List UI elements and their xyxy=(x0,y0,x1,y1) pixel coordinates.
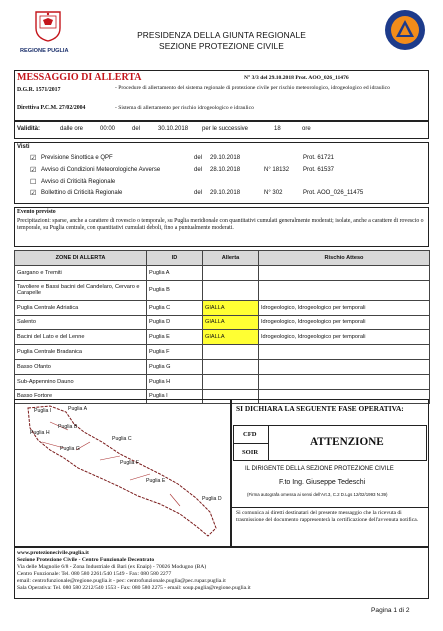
page-number: Pagina 1 di 2 xyxy=(371,607,410,614)
col-risk-header: Rischio Atteso xyxy=(259,251,430,266)
risk-cell xyxy=(259,359,430,374)
phase-divider-v xyxy=(268,425,269,461)
phase-separator xyxy=(231,507,429,508)
visti-item-date: 28.10.2018 xyxy=(210,167,241,173)
table-row xyxy=(15,345,430,360)
zones-table xyxy=(14,250,430,404)
footer-center: Sezione Protezione Civile - Centro Funzionale Decentrato xyxy=(17,557,155,563)
col-alert-header: Allerta xyxy=(203,251,259,266)
visti-item-date: 29.10.2018 xyxy=(210,155,241,161)
id-cell: Puglia E xyxy=(147,330,203,345)
visti-item-date: 29.10.2018 xyxy=(210,190,241,196)
visti-item-label: Previsione Sinottica e QPF xyxy=(41,155,113,161)
validity-del: del xyxy=(132,126,141,132)
validity-time: 00:00 xyxy=(100,126,116,132)
map-label-e: Puglia E xyxy=(146,478,166,484)
zone-cell: Tavoliere e Bassi bacini del Candelaro, Cervaro e Carapelle xyxy=(15,280,147,300)
visti-item-label: Bollettino di Criticità Regionale xyxy=(41,190,123,196)
zone-cell: Bacini del Lato e del Lenne xyxy=(15,330,147,345)
table-row xyxy=(15,315,430,330)
id-cell: Puglia F xyxy=(147,345,203,360)
visti-checkbox: ☑ xyxy=(30,190,37,197)
zone-cell: Salento xyxy=(15,315,147,330)
zone-cell: Basso Ofanto xyxy=(15,359,147,374)
footer-ops: Sala Operativa: Tel. 080 580 2212/540 1553 - Fax: 080 580 2275 - email: soup.puglia@regione.puglia.it xyxy=(17,585,251,591)
validity-from: dalle ore xyxy=(60,126,84,132)
footer-phone: Centro Funzionale: Tel. 080 580 2261/540 1549 - Fax: 080 580 2277 xyxy=(17,571,172,577)
phase-divider-h xyxy=(233,443,268,444)
phase-cfd: CFD xyxy=(243,431,257,438)
map-label-f: Puglia F xyxy=(120,460,140,466)
id-cell: Puglia H xyxy=(147,374,203,389)
region-label: REGIONE PUGLIA xyxy=(20,48,69,54)
protezione-civile-logo xyxy=(383,8,427,52)
message-title: MESSAGGIO DI ALLERTA xyxy=(17,72,142,83)
table-row xyxy=(15,300,430,315)
table-row xyxy=(15,374,430,389)
zone-cell: Puglia Centrale Adriatica xyxy=(15,300,147,315)
visti-item-del: del xyxy=(194,167,203,173)
table-row xyxy=(15,359,430,374)
alert-cell: GIALLA xyxy=(203,330,259,345)
table-row xyxy=(15,330,430,345)
alert-cell xyxy=(203,280,259,300)
alert-cell xyxy=(203,374,259,389)
zone-cell: Sub-Appennino Dauno xyxy=(15,374,147,389)
footer-email[interactable]: email: centrofunzionale@regione.puglia.it - pec: centrofunzionale.puglia@pec.rupar.puglia.it xyxy=(17,578,226,584)
zone-cell: Basso Fortore xyxy=(15,389,147,404)
id-cell: Puglia I xyxy=(147,389,203,404)
visti-item-del: del xyxy=(194,155,203,161)
puglia-map xyxy=(20,402,226,544)
visti-item-del: del xyxy=(194,190,203,196)
visti-item-label: Avviso di Criticità Regionale xyxy=(41,179,116,185)
visti-item-prot: Prot. 61721 xyxy=(303,155,335,161)
validity-hours: 18 xyxy=(274,126,281,132)
alert-cell xyxy=(203,359,259,374)
page-title-line1: PRESIDENZA DELLA GIUNTA REGIONALE xyxy=(137,30,306,40)
col-zone-header: ZONE DI ALLERTA xyxy=(15,251,147,266)
risk-cell xyxy=(259,280,430,300)
map-label-b: Puglia B xyxy=(58,424,78,430)
map-label-g: Puglia G xyxy=(60,446,80,452)
risk-cell: Idrogeologico, Idrogeologico per temporali xyxy=(259,330,430,345)
map-label-i: Puglia I xyxy=(34,408,52,414)
zone-cell: Gargano e Tremiti xyxy=(15,266,147,281)
visti-item-label: Avviso di Condizioni Meteorologiche Avverse xyxy=(41,167,161,173)
director-name: F.to Ing. Giuseppe Tedeschi xyxy=(279,479,366,486)
dgr-label: D.G.R. 1571/2017 xyxy=(17,87,61,93)
id-cell: Puglia A xyxy=(147,266,203,281)
message-number: N° 3/3 del 29.10.2018 Prot. AOO_026_11476 xyxy=(244,75,349,81)
risk-cell: Idrogeologico, Idrogeologico per temporali xyxy=(259,300,430,315)
visti-title: Visti xyxy=(17,144,30,150)
directive-text: - Sistema di allertamento per rischio idrogeologico e idraulico xyxy=(115,105,254,111)
table-row xyxy=(15,280,430,300)
alert-cell: GIALLA xyxy=(203,315,259,330)
risk-cell: Idrogeologico, Idrogeologico per temporali xyxy=(259,315,430,330)
phase-panel xyxy=(231,399,429,547)
phase-status: ATTENZIONE xyxy=(310,436,384,448)
alert-cell xyxy=(203,345,259,360)
risk-cell xyxy=(259,374,430,389)
map-label-a: Puglia A xyxy=(68,406,88,412)
map-label-d: Puglia D xyxy=(202,496,222,502)
id-cell: Puglia G xyxy=(147,359,203,374)
footer-website[interactable]: www.protezionecivile.puglia.it xyxy=(17,550,89,556)
page-title-line2: SEZIONE PROTEZIONE CIVILE xyxy=(159,41,284,51)
footer-address: Via delle Magnolie 6/8 - Zona Industriale di Bari (ex Enaip) - 70026 Modugno (BA) xyxy=(17,564,207,570)
notice-text: Si comunica ai diretti destinatari del presente messaggio che la ricevuta di trasmissione del documento rappresenterà la certificazione dell'avvenuta notifica. xyxy=(236,510,419,523)
id-cell: Puglia B xyxy=(147,280,203,300)
table-row xyxy=(15,266,430,281)
alert-cell: GIALLA xyxy=(203,300,259,315)
id-cell: Puglia C xyxy=(147,300,203,315)
risk-cell xyxy=(259,345,430,360)
validity-label: Validità: xyxy=(17,126,41,132)
director-role: IL DIRIGENTE DELLA SEZIONE PROTEZIONE CIVILE xyxy=(245,466,394,472)
validity-date: 30.10.2018 xyxy=(158,126,189,132)
directive-label: Direttiva P.C.M. 27/02/2004 xyxy=(17,105,86,111)
dgr-text: - Procedure di allertamento del sistema regionale di protezione civile per rischio meteorologico, idrogeologico ed idraulico xyxy=(115,85,390,91)
zone-cell: Puglia Centrale Bradanica xyxy=(15,345,147,360)
risk-cell xyxy=(259,266,430,281)
map-label-h: Puglia H xyxy=(30,430,50,436)
alert-cell xyxy=(203,266,259,281)
visti-item-num: N° 302 xyxy=(264,190,283,196)
validity-next: per le successive xyxy=(202,126,249,132)
visti-checkbox: ☐ xyxy=(30,179,37,186)
evento-title: Evento previsto xyxy=(17,209,56,215)
visti-checkbox: ☑ xyxy=(30,155,37,162)
visti-item-prot: Prot. 61537 xyxy=(303,167,335,173)
visti-item-num: N° 18132 xyxy=(264,167,290,173)
map-label-c: Puglia C xyxy=(112,436,132,442)
phase-title: SI DICHIARA LA SEGUENTE FASE OPERATIVA: xyxy=(236,404,404,413)
table-header-row xyxy=(15,251,430,266)
id-cell: Puglia D xyxy=(147,315,203,330)
phase-soir: SOIR xyxy=(242,449,259,456)
col-id-header: ID xyxy=(147,251,203,266)
signature-note: (Firma autografa omessa ai sensi dell'Art.3, C.2 D.Lgs 12/02/1993 N.39) xyxy=(247,492,388,497)
visti-checkbox: ☑ xyxy=(30,167,37,174)
evento-text: Precipitazioni: sparse, anche a carattere di rovescio o temporale, su Puglia meridionale con quantitativi cumulati generalmente moderati; isolate, anche a carattere di rovescio o temporale, su Puglia centrale, con quantitativi cumulati deboli, fino a puntualmente moderati. xyxy=(17,218,424,232)
validity-unit: ore xyxy=(302,126,311,132)
visti-item-prot: Prot. AOO_026_11475 xyxy=(303,190,364,196)
